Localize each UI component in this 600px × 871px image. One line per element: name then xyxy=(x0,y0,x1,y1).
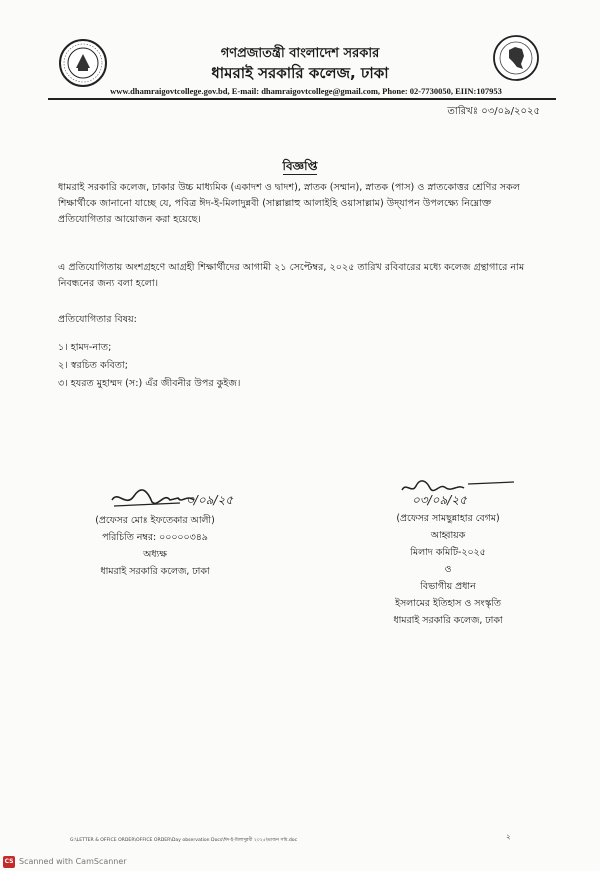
department-name: ইসলামের ইতিহাস ও সংস্কৃতি xyxy=(395,598,501,609)
government-heading: গণপ্রজাতন্ত্রী বাংলাদেশ সরকার xyxy=(220,46,380,61)
topic-item-3: ৩। হযরত মুহাম্মদ (স:) এঁর জীবনীর উপর কুইজ। xyxy=(58,378,241,389)
topic-item-1: ১। হামদ-নাত; xyxy=(58,342,112,353)
conjunction: ও xyxy=(444,564,452,575)
notice-paragraph-1: ধামরাই সরকারি কলেজ, ঢাকার উচ্চ মাধ্যমিক (একাদশ ও দ্বাদশ), স্নাতক (সম্মান), স্নাতক (পাস) ও স্নাতকোত্তর শ্রেণির সকল শিক্ষার্থীকে জানানো যাচ্ছে যে, পবিত্র ঈদ-ই-মিলাদুন্নবী (সাল্লাল্লাহু আলাইহি ওয়াসাল্লাম) উদ্‌যাপন উপলক্ষ্যে নিম্নোক্ত প্রতিযোগিতার আয়োজন করা হয়েছে। xyxy=(58,182,520,225)
convener-institution: ধামরাই সরকারি কলেজ, ঢাকা xyxy=(393,615,503,626)
principal-name: (প্রফেসর মোঃ ইফতেকার আলী) xyxy=(95,515,215,526)
contact-line: www.dhamraigovtcollege.gov.bd, E-mail: dhamraigovtcollege@gmail.com, Phone: 02-7730050, EIIN:107953 xyxy=(110,86,502,96)
notice-paragraph-2: এ প্রতিযোগিতায় অংশগ্রহণে আগ্রহী শিক্ষার্থীদের আগামী ২১ সেপ্টেম্বর, ২০২৫ তারিখ রবিবারের মধ্যে কলেজ গ্রন্থাগারে নাম নিবন্ধনের জন্য বলা হলো। xyxy=(58,262,525,289)
topic-item-2: ২। স্বরচিত কবিতা; xyxy=(58,360,129,371)
principal-signature-date: ৩/০৯/২৫ xyxy=(186,493,234,507)
camscanner-text: Scanned with CamScanner xyxy=(19,857,127,866)
principal-id: পরিচিতি নম্বর: ০০০০০৩৪৯ xyxy=(102,532,208,543)
header-divider xyxy=(48,98,556,100)
document-file-path: G:\LETTER & OFFICE ORDER\OFFICE ORDER\Day observation Docs\ঈদ-ই-মিলাদুন্নবী ২০২৫\ভাজন সমি.doc xyxy=(70,838,298,843)
notice-title xyxy=(0,158,600,178)
page-number: ২ xyxy=(506,833,511,841)
convener-role: আহ্বায়ক xyxy=(430,530,466,541)
notice-title-text: বিজ্ঞপ্তি xyxy=(282,159,318,173)
notice-date: তারিখঃ ০৩/০৯/২০২৫ xyxy=(447,106,540,117)
scanner-watermark xyxy=(0,853,600,871)
convener-signature-block xyxy=(352,510,544,629)
convener-signature-date: ০৩/০৯/২৫ xyxy=(412,493,467,507)
principal-designation: অধ্যক্ষ xyxy=(143,549,167,560)
topics-heading: প্রতিযোগিতার বিষয়: xyxy=(58,314,137,325)
committee-name: মিলাদ কমিটি-২০২৫ xyxy=(410,547,486,558)
department-head-role: বিভাগীয় প্রধান xyxy=(420,581,476,592)
convener-name: (প্রফেসর সামছুন্নাহার বেগম) xyxy=(396,513,500,524)
camscanner-logo-icon: CS xyxy=(3,856,15,868)
college-name-heading: ধামরাই সরকারি কলেজ, ঢাকা xyxy=(211,64,389,82)
principal-signature-block xyxy=(60,512,250,580)
principal-institution: ধামরাই সরকারি কলেজ, ঢাকা xyxy=(100,566,210,577)
principal-signature xyxy=(108,486,258,514)
